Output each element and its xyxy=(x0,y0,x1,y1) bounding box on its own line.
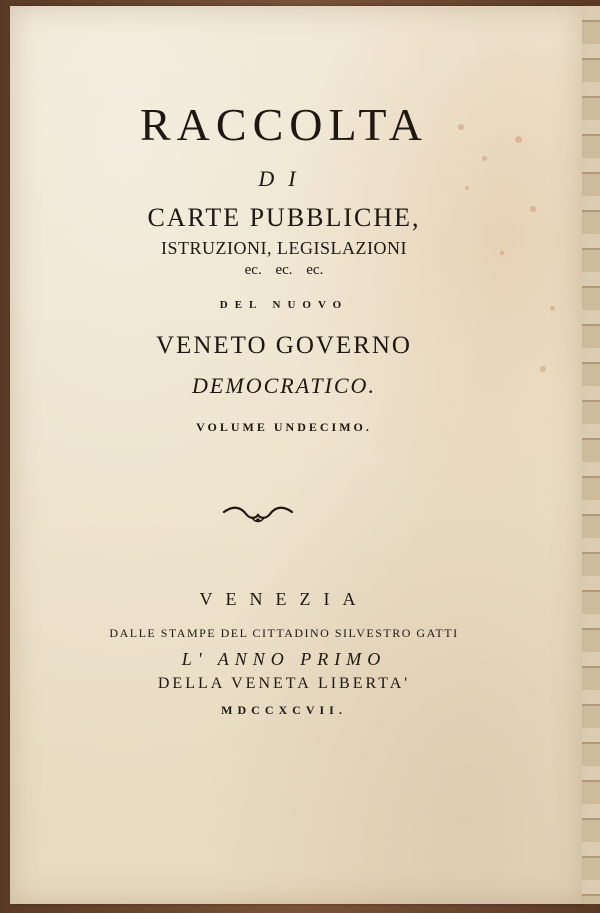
subtitle-carte: CARTE PUBBLICHE, xyxy=(147,203,421,232)
fleuron-ornament-icon xyxy=(222,504,294,526)
title-page xyxy=(10,6,582,904)
subtitle-veneto-governo: VENETO GOVERNO xyxy=(156,332,412,359)
title-di: DI xyxy=(258,166,310,191)
imprint-liberta: DELLA VENETA LIBERTA' xyxy=(157,675,411,692)
subtitle-istruzioni: ISTRUZIONI, LEGISLAZIONI xyxy=(161,238,407,258)
imprint-year: MDCCXCVII. xyxy=(221,703,347,717)
imprint-printer: DALLE STAMPE DEL CITTADINO SILVESTRO GATTI xyxy=(109,626,459,640)
subtitle-del-nuovo: DEL NUOVO xyxy=(219,299,349,311)
book-title: RACCOLTA xyxy=(140,99,428,150)
subtitle-ecc: ec. ec. ec. xyxy=(244,262,324,278)
page-edge xyxy=(582,6,600,904)
foxing-spot xyxy=(540,366,546,372)
foxing-spot xyxy=(482,156,487,161)
subtitle-democratico: DEMOCRATICO. xyxy=(192,373,376,398)
imprint-anno: L' ANNO PRIMO xyxy=(181,649,387,669)
imprint-city: VENEZIA xyxy=(199,589,369,609)
volume-label: VOLUME UNDECIMO. xyxy=(196,420,372,434)
